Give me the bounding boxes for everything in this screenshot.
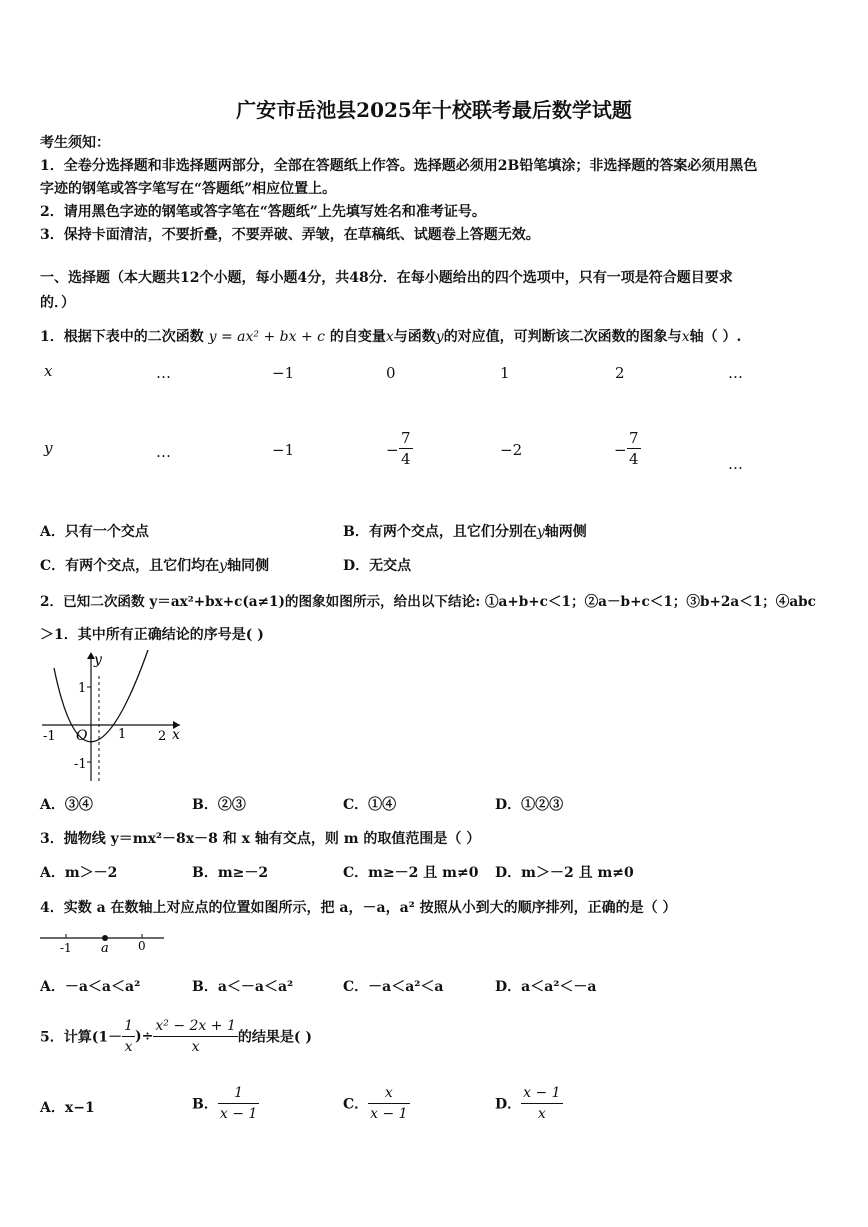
fraction-numerator: x² − 2x + 1 bbox=[153, 1016, 237, 1037]
graph-x-label: x bbox=[172, 727, 180, 743]
q1-function: y = ax² + bx + c bbox=[208, 329, 325, 345]
q1-var-y: y bbox=[435, 329, 444, 345]
q1-option-c[interactable] bbox=[40, 555, 269, 575]
q5-option-a[interactable]: A．x−1 bbox=[40, 1100, 95, 1116]
q1-option-b-var: y bbox=[536, 524, 545, 540]
q4-option-c[interactable]: C．－a＜a²＜a bbox=[343, 979, 444, 995]
q3-option-a[interactable]: A．m＞－2 bbox=[40, 865, 118, 881]
q4-option-b[interactable]: B．a＜－a＜a² bbox=[192, 979, 294, 995]
fraction-numerator: x bbox=[368, 1083, 409, 1104]
q5-option-b-label: B． bbox=[192, 1096, 218, 1113]
q1-table-x-cell: 0 bbox=[386, 364, 396, 382]
q1-table-y-minus: − bbox=[614, 441, 627, 459]
q2-option-b[interactable]: B．②③ bbox=[192, 797, 246, 813]
q1-table-y-cell: −1 bbox=[272, 441, 295, 459]
q4-option-a[interactable]: A．－a＜a＜a² bbox=[40, 979, 141, 995]
q2-option-d[interactable]: D．①②③ bbox=[495, 797, 564, 813]
q1-option-b[interactable] bbox=[343, 521, 587, 541]
graph-y-tick-1: 1 bbox=[78, 681, 87, 696]
q1-stem bbox=[40, 326, 741, 346]
q1-option-c-var: y bbox=[219, 558, 228, 574]
q3-option-b[interactable]: B．m≥－2 bbox=[192, 865, 269, 881]
notice-line-2: 字迹的钢笔或答字笔写在“答题纸”相应位置上。 bbox=[40, 181, 337, 197]
q1-table-y-cell: −2 bbox=[500, 441, 523, 459]
page-title: 广安市岳池县2025年十校联考最后数学试题 bbox=[236, 98, 632, 122]
fraction-denominator: x − 1 bbox=[370, 1106, 408, 1122]
q1-mid2: 与函数 bbox=[393, 329, 436, 345]
q4-option-d[interactable]: D．a＜a²＜－a bbox=[495, 979, 597, 995]
q1-mid3: 的对应值，可判断该二次函数的图象与 bbox=[443, 329, 682, 345]
fraction-denominator: x − 1 bbox=[219, 1106, 258, 1122]
q2-parabola-graph bbox=[36, 648, 186, 788]
fraction-numerator: x − 1 bbox=[521, 1083, 562, 1104]
q5-option-b[interactable] bbox=[192, 1083, 259, 1124]
q1-table-x-cell: 1 bbox=[500, 364, 510, 382]
number-line-a: a bbox=[101, 941, 109, 956]
graph-x-tick-neg1: -1 bbox=[43, 729, 56, 744]
fraction-denominator: x bbox=[124, 1039, 133, 1055]
fraction-denominator: x bbox=[191, 1039, 200, 1055]
q5-option-c[interactable] bbox=[343, 1083, 410, 1124]
q3-option-d[interactable]: D．m＞－2 且 m≠0 bbox=[495, 865, 634, 881]
q1-mid1: 的自变量 bbox=[329, 329, 386, 345]
q2-option-c[interactable]: C．①④ bbox=[343, 797, 397, 813]
graph-x-tick-2: 2 bbox=[158, 729, 167, 744]
q3-stem: 3．抛物线 y＝mx²－8x－8 和 x 轴有交点，则 m 的取值范围是（ ） bbox=[40, 831, 481, 847]
q1-end: 轴（ ）. bbox=[689, 329, 742, 345]
graph-x-tick-1: 1 bbox=[118, 727, 127, 742]
q1-table-x-cell: … bbox=[728, 364, 743, 382]
section-heading-line-2: 的．） bbox=[40, 295, 75, 311]
q1-table-y-fraction bbox=[399, 428, 413, 469]
graph-y-label: y bbox=[94, 652, 102, 668]
number-line-neg1: -1 bbox=[60, 941, 72, 955]
q2-stem-line-1: 2．已知二次函数 y＝ax²+bx+c(a≠1)的图象如图所示，给出以下结论: ①a+b+c＜1；②a－b+c＜1；③b+2a＜1；④abc bbox=[40, 594, 816, 610]
fraction-denominator: 4 bbox=[401, 450, 411, 468]
q5-stem bbox=[40, 1016, 312, 1057]
q1-table-x-label: x bbox=[44, 362, 53, 380]
fraction-denominator: x bbox=[537, 1106, 546, 1122]
q1-option-c-text: C．有两个交点，且它们均在 bbox=[40, 558, 220, 574]
q5-fraction-1 bbox=[122, 1016, 135, 1057]
fraction-numerator: 7 bbox=[401, 429, 411, 447]
q1-table-x-cell: −1 bbox=[272, 364, 295, 382]
q5-option-d-fraction bbox=[521, 1083, 562, 1124]
q5-prefix: 5．计算(1－ bbox=[40, 1029, 123, 1046]
q5-mid: )÷ bbox=[135, 1028, 154, 1045]
q1-table-x-cell: … bbox=[156, 364, 171, 382]
notice-line-4: 3．保持卡面清洁，不要折叠，不要弄破、弄皱，在草稿纸、试题卷上答题无效。 bbox=[40, 227, 540, 243]
q5-option-b-fraction bbox=[218, 1083, 259, 1124]
q5-option-d-label: D． bbox=[495, 1096, 522, 1113]
q4-number-line bbox=[38, 928, 168, 956]
q5-option-d[interactable] bbox=[495, 1083, 563, 1124]
q1-var-x2: x bbox=[681, 329, 690, 345]
q1-table-y-cell: … bbox=[156, 443, 171, 461]
q1-option-a[interactable]: A．只有一个交点 bbox=[40, 524, 149, 540]
notice-line-3: 2．请用黑色字迹的钢笔或答字笔在“答题纸”上先填写姓名和准考证号。 bbox=[40, 204, 486, 220]
q5-option-c-label: C． bbox=[343, 1096, 369, 1113]
q1-table-y-fraction bbox=[627, 428, 641, 469]
q5-fraction-2 bbox=[153, 1016, 237, 1057]
fraction-numerator: 1 bbox=[122, 1016, 135, 1037]
number-line-zero: 0 bbox=[138, 939, 146, 953]
q5-suffix: 的结果是( ) bbox=[237, 1029, 312, 1046]
graph-origin-label: O bbox=[76, 728, 88, 744]
q1-option-b-text: B．有两个交点，且它们分别在 bbox=[343, 524, 537, 540]
fraction-numerator: 1 bbox=[218, 1083, 259, 1104]
q4-stem: 4．实数 a 在数轴上对应点的位置如图所示，把 a，－a，a² 按照从小到大的顺序排列，正确的是（ ） bbox=[40, 900, 677, 916]
section-heading-line-1: 一、选择题（本大题共12个小题，每小题4分，共48分．在每小题给出的四个选项中，只有一项是符合题目要求 bbox=[40, 270, 733, 286]
q3-option-c[interactable]: C．m≥－2 且 m≠0 bbox=[343, 865, 479, 881]
notice-line-1: 1．全卷分选择题和非选择题两部分，全部在答题纸上作答。选择题必须用2B铅笔填涂；非选择题的答案必须用黑色 bbox=[40, 158, 758, 174]
notice-heading: 考生须知： bbox=[40, 135, 110, 151]
q1-option-d[interactable]: D．无交点 bbox=[343, 558, 412, 574]
fraction-denominator: 4 bbox=[629, 450, 639, 468]
fraction-numerator: 7 bbox=[629, 429, 639, 447]
q1-option-c-text2: 轴同侧 bbox=[227, 558, 270, 574]
q1-table-y-minus: − bbox=[386, 441, 399, 459]
q5-option-c-fraction bbox=[368, 1083, 409, 1124]
q2-option-a[interactable]: A．③④ bbox=[40, 797, 93, 813]
q1-table-x-cell: 2 bbox=[615, 364, 625, 382]
graph-y-tick-neg1: -1 bbox=[74, 757, 87, 772]
q2-stem-line-2: ＞1．其中所有正确结论的序号是( ) bbox=[40, 627, 264, 643]
q1-option-b-text2: 轴两侧 bbox=[544, 524, 587, 540]
q1-var-x: x bbox=[385, 329, 394, 345]
q1-prefix: 1．根据下表中的二次函数 bbox=[40, 329, 204, 345]
q1-table-y-label: y bbox=[44, 439, 53, 457]
q1-table-y-cell: … bbox=[728, 455, 743, 473]
